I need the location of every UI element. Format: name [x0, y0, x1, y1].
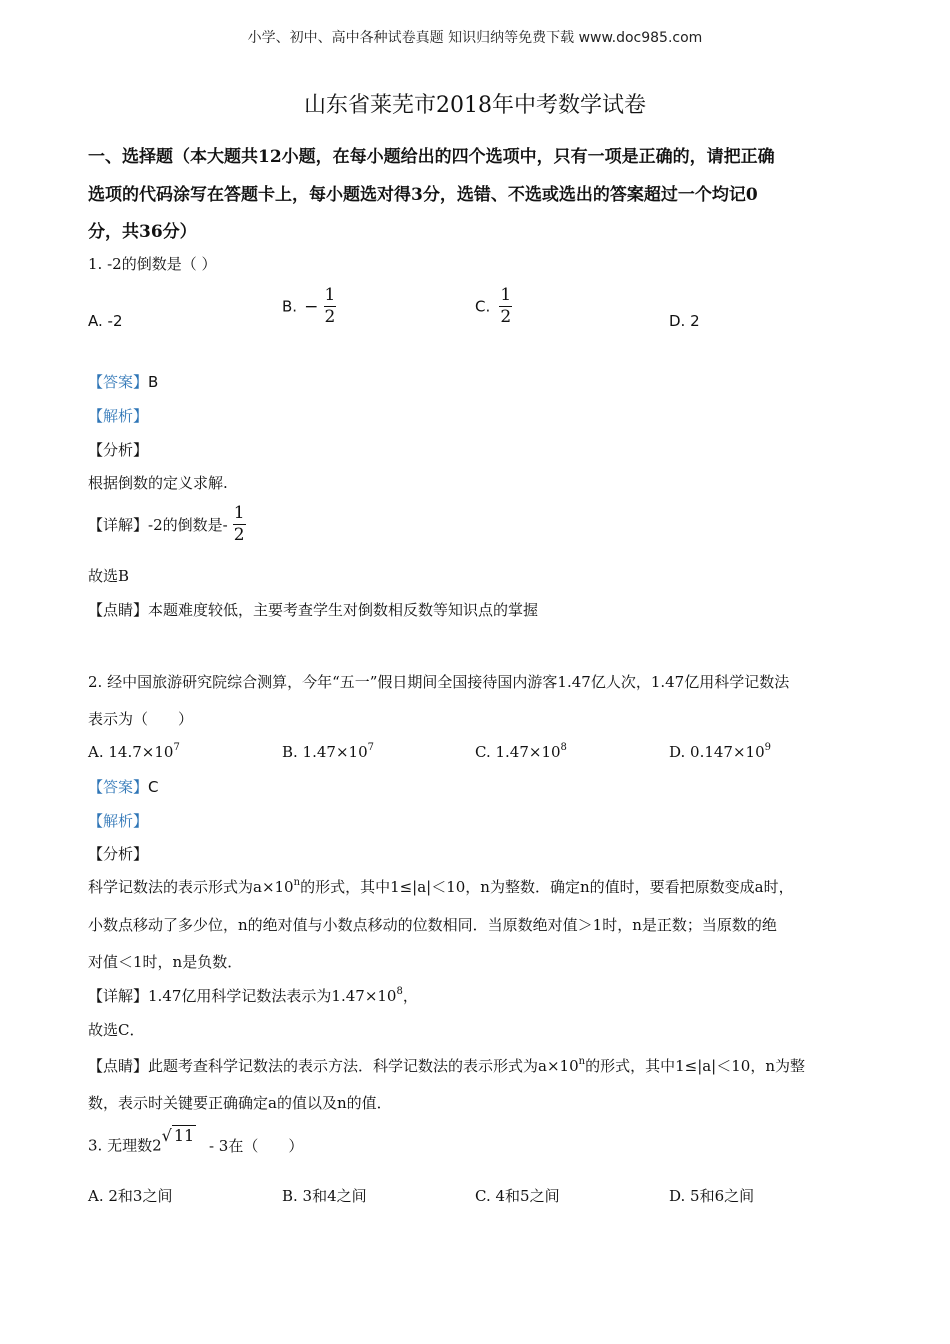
q1-stem: 1. -2的倒数是（ ） — [88, 255, 217, 273]
q2-note-line2: 数，表示时关键要正确确定a的值以及n的值． — [88, 1094, 392, 1112]
q1-option-c: C. $\frac{1}{2}$ — [475, 285, 512, 327]
fraction: $\frac{1}{2}$ — [324, 285, 336, 327]
q2-option-b: B. $1.47\times 10^7$ — [282, 742, 374, 761]
q1-fenxi-label: 【分析】 — [88, 441, 149, 459]
q2-jiexi-label: 【解析】 — [88, 812, 149, 830]
q2-answer: 【答案】C — [88, 778, 159, 796]
q1-analysis: 根据倒数的定义求解. — [88, 474, 228, 492]
q2-fenxi-label: 【分析】 — [88, 845, 149, 863]
q3-option-a: A. 2和3之间 — [88, 1187, 173, 1205]
q1-jiexi-label: 【解析】 — [88, 407, 149, 425]
q2-stem-line2: 表示为（ ） — [88, 710, 194, 728]
q2-stem-line1: 2. 经中国旅游研究院综合测算，今年“五一”假日期间全国接待国内游客1.47亿人次，1.47亿用科学记数法 — [88, 673, 790, 691]
page-header: 小学、初中、高中各种试卷真题 知识归纳等免费下载 www.doc985.com — [247, 30, 703, 46]
q1-note: 【点睛】本题难度较低，主要考查学生对倒数相反数等知识点的掌握 — [88, 601, 539, 619]
q2-option-d: D. $0.147\times 10^9$ — [669, 742, 771, 761]
q2-analysis-line1: 科学记数法的表示形式为$a\times 10^n$的形式，其中1≤|a|＜10，n为整数．确定n的值时，要看把原数变成a时， — [88, 877, 794, 896]
q2-conclusion: 故选C． — [88, 1021, 145, 1039]
section-heading-line3: 分，共36分） — [88, 222, 197, 242]
q3-stem: 3. 无理数2√ 11 - 3在（ ） — [88, 1126, 304, 1155]
q3-option-c: C. 4和5之间 — [475, 1187, 560, 1205]
q2-option-c: C. $1.47\times 10^8$ — [475, 742, 567, 761]
fraction: $\frac{1}{2}$ — [233, 503, 245, 545]
fraction: $\frac{1}{2}$ — [500, 285, 512, 327]
q2-analysis-line2: 小数点移动了多少位，n的绝对值与小数点移动的位数相同．当原数绝对值＞1时，n是正数；当原数的绝 — [88, 916, 777, 934]
q3-option-b: B. 3和4之间 — [282, 1187, 367, 1205]
square-root: √ 11 — [161, 1126, 195, 1145]
q1-detail: 【详解】-2的倒数是- $\frac{1}{2}$ — [88, 503, 245, 545]
q1-option-d: D. 2 — [669, 312, 700, 330]
q2-detail: 【详解】1.47亿用科学记数法表示为$1.47\times 10^8$， — [88, 986, 418, 1005]
q2-analysis-line3: 对值＜1时，n是负数． — [88, 953, 243, 971]
q2-note-line1: 【点睛】此题考查科学记数法的表示方法．科学记数法的表示形式为$a\times 10^n$的形式，其中1≤|a|＜10，n为整 — [88, 1056, 805, 1075]
minus-sign: − — [304, 296, 319, 317]
section-heading-line2: 选项的代码涂写在答题卡上，每小题选对得3分，选错、不选或选出的答案超过一个均记0 — [88, 185, 758, 205]
section-heading-line1: 一、选择题（本大题共12小题，在每小题给出的四个选项中，只有一项是正确的，请把正确 — [88, 147, 775, 167]
q1-answer: 【答案】B — [88, 373, 159, 391]
q1-option-a: A. -2 — [88, 312, 123, 330]
q2-option-a: A. $14.7\times 10^7$ — [88, 742, 180, 761]
q1-option-b: B. − $\frac{1}{2}$ — [282, 285, 336, 327]
q3-option-d: D. 5和6之间 — [669, 1187, 755, 1205]
q1-conclusion: 故选B — [88, 567, 130, 585]
page-title: 山东省莱芜市2018年中考数学试卷 — [304, 93, 646, 118]
